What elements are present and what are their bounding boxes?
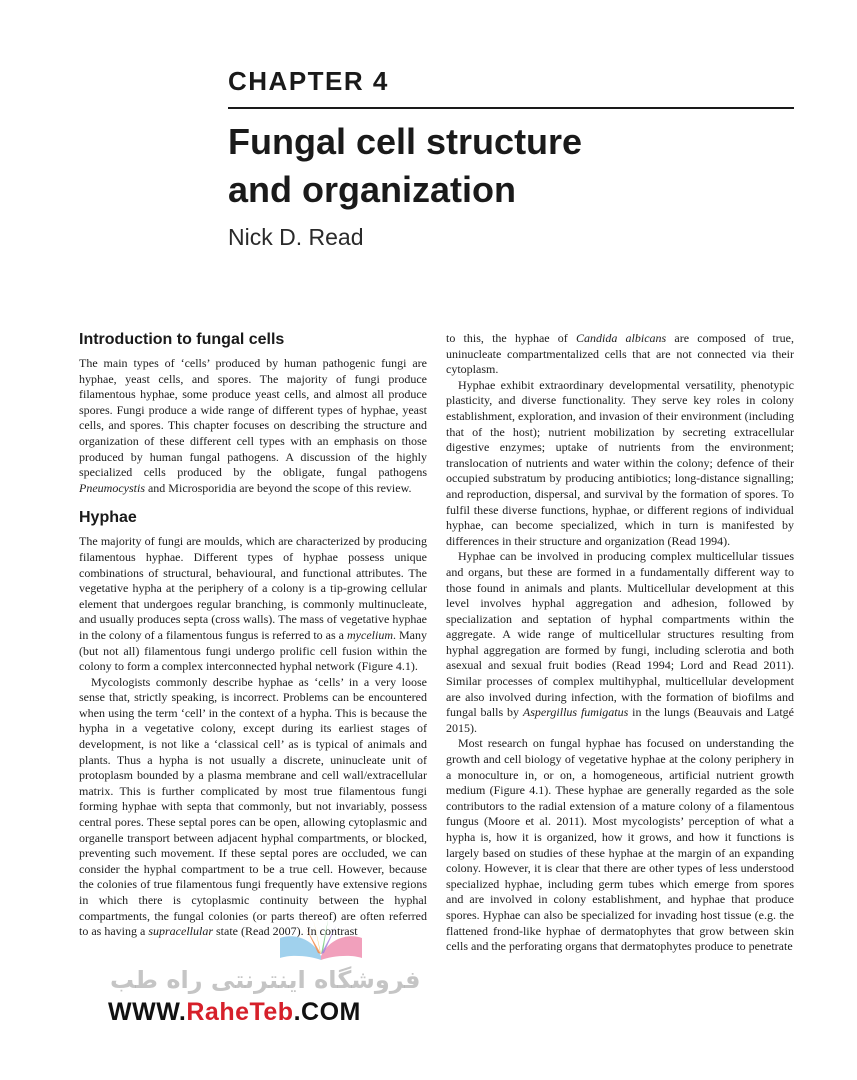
book-logo-icon [276, 916, 366, 962]
paragraph-intro: The main types of ‘cells’ produced by human pathogenic fungi are hyphae, yeast cells, and spores. The majority of fungi produce filamentous hyphae, some produce yeast cells, and almost all produce spores. Fungi produce a wide range of different types of hyphae, yeast cells, and spores. This chapter focuses on describing the structure and organization of these different cell types with an emphasis on those produced by human fungal pathogens. A discussion of the highly specialized cells produced by the obligate, fungal pathogens Pneumocystis and Microsporidia are beyond the scope of this review. [79, 356, 427, 495]
paragraph-continued: to this, the hyphae of Candida albicans are composed of true, uninucleate compartmentalized cells that are not connected via their cytoplasm. [446, 331, 794, 377]
chapter-title-line2: and organization [228, 169, 516, 210]
watermark-url: WWW.RaheTeb.COM [108, 998, 361, 1026]
author-name: Nick D. Read [228, 224, 364, 250]
section-heading-hyphae: Hyphae [79, 509, 137, 527]
watermark-arabic: فروشگاه اینترنتی راه طب [110, 966, 421, 994]
chapter-title [228, 118, 788, 214]
paragraph-multicellular: Hyphae can be involved in producing complex multicellular tissues and organs, but these are formed in a fundamentally different way to those found in animals and plants. Multicellular development at this level involves hyphal aggregation and adhesion, followed by specialization and septation of hyphal compartments within the aggregate. A wide range of multicellular structures resulting from hyphal aggregation are formed by fungi, including sclerotia and both asexual and sexual fruit bodies (Read 1994; Lord and Read 2011). Similar processes of complex multihyphal, multicellular development are also involved during infection, with the formation of biofilms and fungal balls by Aspergillus fumigatus in the lungs (Beauvais and Latgé 2015). [446, 549, 795, 735]
paragraph-hyphae-2: Mycologists commonly describe hyphae as ‘cells’ in a very loose sense that, strictly speaking, is incorrect. Problems can be encountered when using the term ‘cell’ in the context of a hypha. This is because the hypha in a vegetative colony, except during its earliest stages of development, is not like a ‘classical cell’ as is typical of animals and plants. Thus a hypha is not usually a discrete, uninucleate unit of protoplasm bounded by a plasma membrane and cell wall/extracellular matrix. This is further complicated by most true filamentous fungi forming hyphae with septa that commonly, but not invariably, possess central pores. These septal pores can be open, allowing cytoplasmic and organelle transport between adjacent hyphal compartments, or blocked, preventing such movement. If these septal pores are occluded, we can consider the hyphal compartment to be a true cell. However, because the colonies of true filamentous fungi frequently have extensive regions in which there is cytoplasmic continuity between the hyphal compartments, the fungal colonies (or parts thereof) are often referred to as having a supracellular state (Read 2007). In contrast [79, 674, 427, 939]
right-column [446, 331, 794, 955]
chapter-label: CHAPTER 4 [228, 66, 389, 96]
paragraph-research: Most research on fungal hyphae has focused on understanding the growth and cell biology of vegetative hyphae at the colony periphery in a monoculture in, or on, a homogeneous, artificial nutrient growth medium (Figure 4.1). These hyphae are generally regarded as the sole contributors to the radial extension of a mature colony of a filamentous fungus (Moore et al. 2011). Most mycologists’ perception of what a hypha is, how it is organized, how it grows, and how it functions is largely based on studies of these hyphae at the margin of an expanding colony. However, it is clear that there are other types of less understood specialized hyphae, including germ tubes which emerge from spores and are involved in colony establishment, and hyphae that produce spores. Hyphae can also be specialized for invading host tissue (e.g. the flattened frond-like hyphae of dermatophytes that grow between skin cells and the perforating organs that dermatophytes produce to penetrate [446, 736, 794, 954]
paragraph-hyphae-1: The majority of fungi are moulds, which are characterized by producing filamentous hyphae. Different types of hyphae possess unique combinations of structural, behavioural, and functional attributes. The vegetative hypha at the periphery of a colony is a tip-growing cellular element that undergoes regular branching, is commonly multinucleate, and usually produces septa (cross walls). The mass of vegetative hyphae in the colony of a filamentous fungus is referred to as a mycelium. Many (but not all) filamentous fungi undergo prolific cell fusion within the colony to form a complex interconnected hyphal network (Figure 4.1). [79, 534, 428, 674]
paragraph-versatility: Hyphae exhibit extraordinary developmental versatility, phenotypic plasticity, and diverse functionality. They serve key roles in colony establishment, exploration, and invasion of their environment (including that of the host); nutrient mobilization by secreting extracellular digestive enzymes; uptake of nutrients from the environment; translocation of nutrients and water within the colony; defence of their occupied substratum by producing antibiotics; long-distance signalling; and reproduction, dispersal, and survival by the formation of spores. To fulfil these diverse functions, hyphae, or different regions of individual hyphae, can become specialized, which in turn is manifested by differences in their structure and organization (Read 1994). [446, 377, 794, 548]
chapter-rule [228, 107, 794, 109]
left-column [79, 330, 427, 940]
chapter-title-line1: Fungal cell structure [228, 121, 583, 162]
section-heading-intro: Introduction to fungal cells [79, 331, 285, 348]
